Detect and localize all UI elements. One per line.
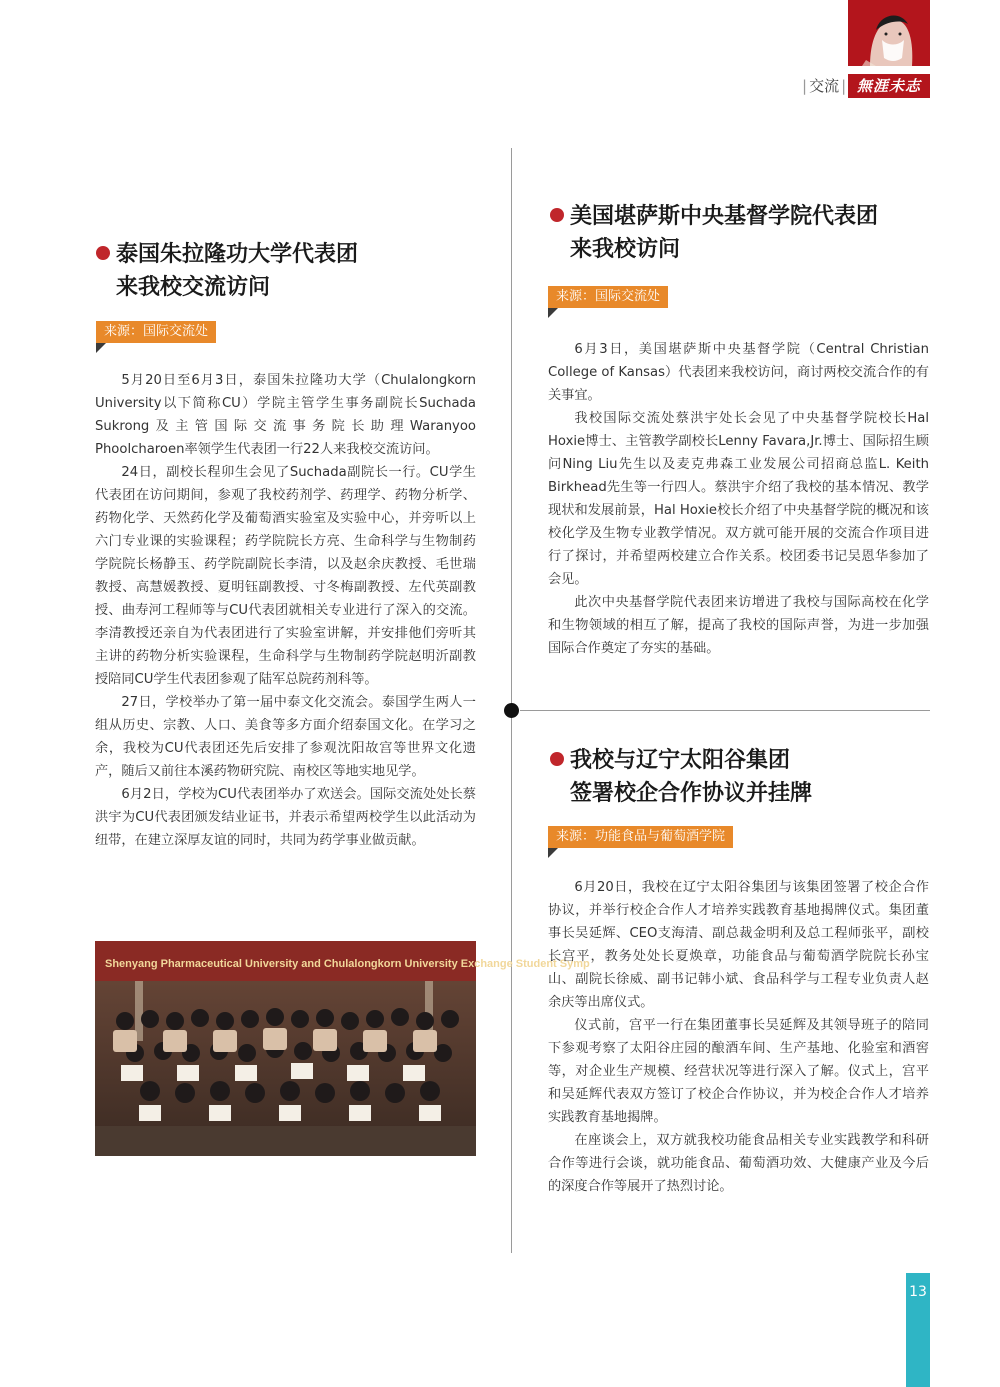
paragraph: 24日，副校长程卯生会见了Suchada副院长一行。CU学生代表团在访问期间，参观了我校药剂学、药理学、药物分析学、药物化学、天然药化学及葡萄酒实验室及实验中心，并旁听以上六门专业课的实验课程；药学院院长方亮、生命科学与生物制药学院院长杨静玉、药学院副院长李清，以及赵余庆教授、毛世瑞教授、高慧媛教授、夏明钰副教授、寸冬梅副教授、左代英副教授、曲寿河工程师等与CU代表团就相关专业进行了深入的交流。李清教授还亲自为代表团进行了实验室讲解，并安排他们旁听其主讲的药物分析实验课程，生命科学与生物制药学院赵明沂副教授陪同CU学生代表团参观了陆军总院药剂科等。 — [95, 465, 476, 687]
paragraph: 6月3日，美国堪萨斯中央基督学院（Central Christian College of Kansas）代表团来我校访问，商讨两校交流合作的有关事宜。 — [548, 342, 929, 403]
group-photo-image — [95, 941, 590, 1156]
source-tail-icon — [548, 308, 558, 318]
paragraph: 在座谈会上，双方就我校功能食品相关专业实践教学和科研合作等进行会谈，就功能食品、葡萄酒功效、大健康产业及今后的深度合作等展开了热烈讨论。 — [548, 1133, 929, 1194]
source-tail-icon — [548, 848, 558, 858]
paragraph: 6月2日，学校为CU代表团举办了欢送会。国际交流处处长蔡洪宇为CU代表团颁发结业证书，并表示希望两校学生以此活动为纽带，在建立深厚友谊的同时，共同为药学事业做贡献。 — [95, 787, 476, 848]
source-label: 来源：功能食品与葡萄酒学院 — [548, 826, 733, 848]
source-label: 来源：国际交流处 — [548, 286, 668, 308]
group-photo — [95, 941, 590, 1156]
source-tail-icon — [96, 343, 106, 353]
bullet-dot-icon — [550, 208, 564, 222]
scholar-portrait-icon — [848, 0, 930, 66]
column-divider — [511, 148, 512, 1253]
photo-banner-text: Shenyang Pharmaceutical University and Chulalongkorn University Exchange Student Symp — [105, 958, 590, 970]
section-label: | 交流 | — [802, 77, 847, 95]
magazine-logo — [848, 0, 930, 66]
page-number: 13 — [909, 1284, 927, 1300]
divider-dot — [504, 703, 519, 718]
bullet-dot-icon — [96, 246, 110, 260]
article-body — [548, 338, 929, 660]
paragraph: 27日，学校举办了第一届中泰文化交流会。泰国学生两人一组从历史、宗教、人口、美食等多方面介绍泰国文化。在学习之余，我校为CU代表团还先后安排了参观沈阳故宫等世界文化遗产，随后又前往本溪药物研究院、南校区等地实地见学。 — [95, 695, 476, 779]
article-divider — [520, 710, 930, 711]
paragraph: 我校国际交流处蔡洪宇处长会见了中央基督学院校长Hal Hoxie博士、主管教学副校长Lenny Favara,Jr.博士、国际招生顾问Ning Liu先生以及麦克弗森工业发展公司招商总监L. Keith Birkhead先生等一行四人。蔡洪宇介绍了我校的基本情况、教学现状和发展前景，Hal Hoxie校长介绍了中央基督学院的概况和该校化学及生物专业教学情况。双方就可能开展的交流合作项目进行了探讨，并希望两校建立合作关系。校团委书记吴恩华参加了会见。 — [548, 411, 929, 587]
article-title: 我校与辽宁太阳谷集团 签署校企合作协议并挂牌 — [550, 744, 812, 810]
paragraph: 仪式前，宫平一行在集团董事长吴延辉及其领导班子的陪同下参观考察了太阳谷庄园的酿酒车间、生产基地、化验室和酒窖等，对企业生产规模、经营状况等进行深入了解。仪式上，宫平和吴延辉代表双方签订了校企合作协议，并为校企合作人才培养实践教育基地揭牌。 — [548, 1018, 929, 1125]
article-body — [95, 369, 476, 852]
source-label: 来源：国际交流处 — [96, 321, 216, 343]
article-title: 泰国朱拉隆功大学代表团 来我校交流访问 — [96, 238, 358, 304]
paragraph: 此次中央基督学院代表团来访增进了我校与国际高校在化学和生物领域的相互了解，提高了我校的国际声誉，为进一步加强国际合作奠定了夯实的基础。 — [548, 595, 929, 656]
article-body — [548, 876, 929, 1198]
paragraph: 5月20日至6月3日，泰国朱拉隆功大学（Chulalongkorn University以下简称CU）学院主管学生事务副院长Suchada Sukrong及主管国际交流事务院长助理Waranyoo Phoolcharoen率领学生代表团一行22人来我校交流访问。 — [95, 373, 476, 457]
article-title: 美国堪萨斯中央基督学院代表团 来我校访问 — [550, 200, 878, 266]
bullet-dot-icon — [550, 752, 564, 766]
magazine-brand: 無涯未志 — [848, 74, 930, 98]
paragraph: 6月20日，我校在辽宁太阳谷集团与该集团签署了校企合作协议，并举行校企合作人才培养实践教育基地揭牌仪式。集团董事长吴延辉、CEO支海清、副总裁金明利及总工程师张平，副校长宫平，教务处处长夏焕章，功能食品与葡萄酒学院院长孙宝山、副院长徐威、副书记韩小斌、食品科学与工程专业负责人赵余庆等出席仪式。 — [548, 880, 929, 1010]
